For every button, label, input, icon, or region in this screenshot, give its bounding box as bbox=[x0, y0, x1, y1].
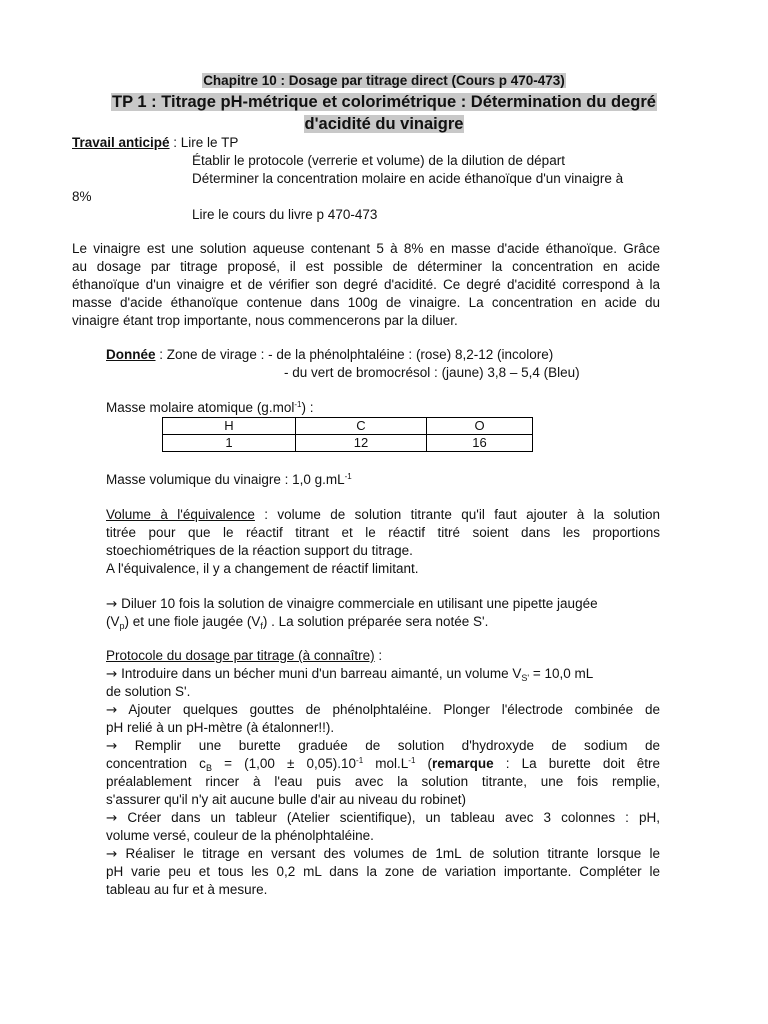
travail-anticipe bbox=[72, 134, 672, 224]
arrow-icon: → bbox=[106, 702, 118, 718]
tp-title-line2: d'acidité du vinaigre bbox=[304, 115, 464, 133]
equivalence-line4: A l'équivalence, il y a changement de réactif limitant. bbox=[106, 561, 419, 576]
intro-paragraph bbox=[72, 240, 660, 330]
step1-line2: de solution S'. bbox=[106, 684, 191, 699]
step2-text: Ajouter quelques gouttes de phénolphtaléine. Plonger l'électrode combinée de bbox=[117, 702, 660, 717]
table-cell-o: O bbox=[427, 418, 533, 435]
step3-sup2: -1 bbox=[408, 756, 416, 765]
step3-unit: mol.L bbox=[363, 756, 409, 771]
step1-text-b: = 10,0 mL bbox=[529, 666, 594, 681]
step3-sub: B bbox=[205, 763, 212, 773]
travail-item2: Établir le protocole (verrerie et volume) de la dilution de départ bbox=[192, 153, 565, 168]
step2-line2: pH relié à un pH-mètre (à étalonner!!). bbox=[106, 720, 335, 735]
protocole-label: Protocole du dosage par titrage (à connaître) bbox=[106, 648, 375, 663]
equivalence-label: Volume à l'équivalence bbox=[106, 507, 255, 522]
table-cell-o-value: 16 bbox=[427, 435, 533, 452]
step3-val: = (1,00 ± 0,05).10 bbox=[211, 756, 357, 771]
tp-title bbox=[0, 91, 768, 135]
protocole-step-3 bbox=[106, 737, 660, 755]
donnee-line2: - du vert de bromocrésol : (jaune) 3,8 – 5,4 (Bleu) bbox=[284, 365, 580, 380]
step3-line4: s'assurer qu'il n'y ait aucune bulle d'air au niveau du robinet) bbox=[106, 792, 467, 807]
arrow-icon: → bbox=[106, 666, 118, 682]
step5-line3: tableau au fur et à mesure. bbox=[106, 882, 268, 897]
table-cell-h-value: 1 bbox=[163, 435, 296, 452]
step1-text: Introduire dans un bécher muni d'un barreau aimanté, un volume V bbox=[117, 666, 522, 681]
travail-label: Travail anticipé bbox=[72, 135, 170, 150]
donnee-line1: : Zone de virage : - de la phénolphtaléine : (rose) 8,2-12 (incolore) bbox=[155, 347, 554, 362]
masse-volumique-text: Masse volumique du vinaigre : 1,0 g.mL bbox=[106, 472, 345, 487]
masse-volumique-sup: -1 bbox=[344, 472, 352, 481]
step3-remarque: : La burette doit être bbox=[493, 756, 660, 771]
protocole-step-4 bbox=[106, 809, 660, 827]
equivalence-line2: titrée pour que le réactif titrant et le réactif titré soient dans les proportions bbox=[106, 525, 660, 540]
equivalence-line3: stoechiométriques de la réaction support du titrage. bbox=[106, 543, 413, 558]
travail-item3-cont: 8% bbox=[72, 189, 92, 204]
protocole-label-tail: : bbox=[374, 648, 383, 663]
dilution-sub-p: p bbox=[119, 621, 125, 631]
dilution-sub-f: f bbox=[260, 621, 263, 631]
arrow-icon: → bbox=[106, 810, 118, 826]
step4-line2: volume versé, couleur de la phénolphtaléine. bbox=[106, 828, 374, 843]
arrow-icon: → bbox=[106, 738, 118, 754]
equivalence-line1: : volume de solution titrante qu'il faut ajouter à la solution bbox=[254, 507, 661, 522]
donnee-label: Donnée bbox=[106, 347, 156, 362]
masse-molaire-text: Masse molaire atomique (g.mol bbox=[106, 400, 295, 415]
chapter-heading-text: Chapitre 10 : Dosage par titrage direct (Cours p 470-473) bbox=[203, 73, 565, 88]
masse-molaire-tail: ) : bbox=[301, 400, 314, 415]
masse-volumique bbox=[106, 471, 606, 489]
donnee-block bbox=[106, 346, 666, 382]
arrow-icon: → bbox=[106, 846, 118, 862]
table-cell-h: H bbox=[163, 418, 296, 435]
step3-conc: concentration c bbox=[106, 756, 206, 771]
table-cell-c: C bbox=[296, 418, 427, 435]
masse-molaire-table bbox=[162, 417, 533, 452]
travail-item1: : Lire le TP bbox=[169, 135, 239, 150]
protocole-step-5 bbox=[106, 845, 660, 863]
step1-sub: S' bbox=[521, 673, 530, 683]
step5-text: Réaliser le titrage en versant des volumes de 1mL de solution titrante lorsque le bbox=[117, 846, 660, 861]
table-header-row bbox=[163, 418, 533, 435]
arrow-icon: → bbox=[106, 596, 118, 612]
travail-item3: Déterminer la concentration molaire en acide éthanoïque d'un vinaigre à bbox=[192, 171, 624, 186]
step3-text: Remplir une burette graduée de solution d'hydroxyde de sodium de bbox=[117, 738, 660, 753]
intro-line: au dosage par titrage proposé, il est possible de déterminer la concentration en acide bbox=[72, 259, 660, 274]
intro-line: masse d'acide éthanoïque contenue dans 100g de vinaigre. La concentration en acide du bbox=[72, 295, 660, 310]
dilution-line1: Diluer 10 fois la solution de vinaigre commerciale en utilisant une pipette jaugée bbox=[117, 596, 598, 611]
protocole-block bbox=[106, 647, 660, 899]
intro-line: éthanoïque d'un vinaigre et de vérifier son degré d'acidité. Ce degré d'acidité correspond à la bbox=[72, 277, 660, 292]
dilution-line2-c: ) . La solution préparée sera notée S'. bbox=[262, 614, 489, 629]
step3-paren: ( bbox=[415, 756, 433, 771]
remarque-label: remarque bbox=[432, 756, 494, 771]
masse-molaire-sup: -1 bbox=[294, 400, 302, 409]
intro-line: Le vinaigre est une solution aqueuse contenant 5 à 8% en masse d'acide éthanoïque. Grâce bbox=[72, 241, 660, 256]
step3-line3: préalablement rincer à l'eau puis avec la solution titrante, une fois remplie, bbox=[106, 774, 660, 789]
equivalence-block bbox=[106, 506, 660, 578]
masse-molaire-label bbox=[106, 399, 606, 417]
step3-sup1: -1 bbox=[356, 756, 364, 765]
step5-line2: pH varie peu et tous les 0,2 mL dans la zone de variation importante. Compléter le bbox=[106, 864, 660, 879]
protocole-step-1 bbox=[106, 665, 660, 683]
dilution-line2-a: (V bbox=[106, 614, 120, 629]
intro-line: vinaigre étant trop importante, nous commencerons par la diluer. bbox=[72, 313, 458, 328]
tp-title-line1: TP 1 : Titrage pH-métrique et colorimétrique : Détermination du degré bbox=[112, 93, 656, 111]
table-cell-c-value: 12 bbox=[296, 435, 427, 452]
step3-line2 bbox=[106, 755, 660, 773]
travail-item4: Lire le cours du livre p 470-473 bbox=[192, 207, 378, 222]
chapter-heading bbox=[0, 72, 768, 90]
protocole-step-2 bbox=[106, 701, 660, 719]
dilution-block bbox=[106, 595, 660, 631]
table-value-row bbox=[163, 435, 533, 452]
dilution-line2-b: ) et une fiole jaugée (V bbox=[124, 614, 261, 629]
step4-text: Créer dans un tableur (Atelier scientifique), un tableau avec 3 colonnes : pH, bbox=[117, 810, 660, 825]
